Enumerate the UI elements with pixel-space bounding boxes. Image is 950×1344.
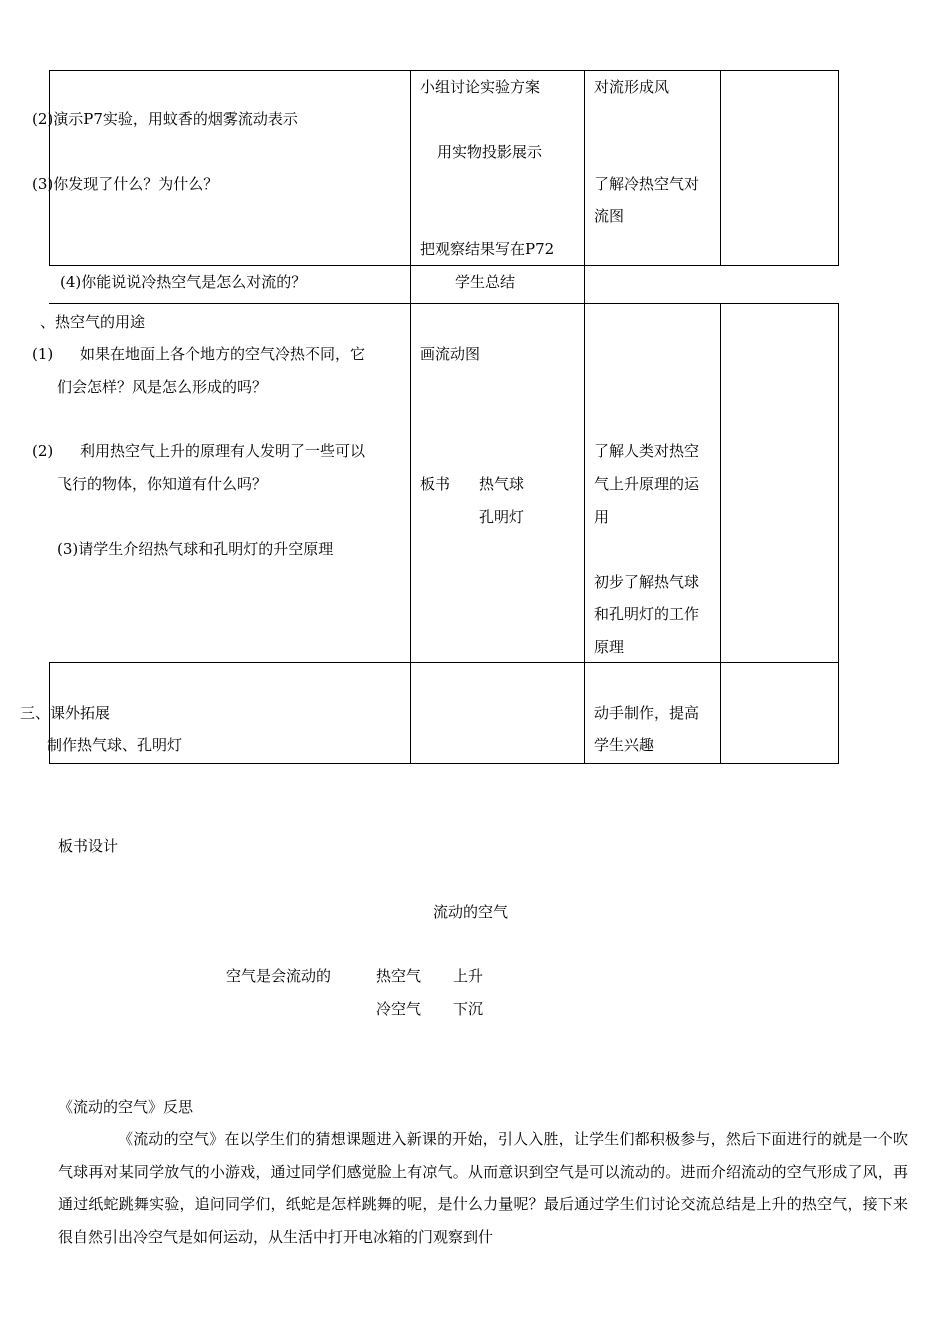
row3-col3-line3: 用: [594, 508, 610, 526]
table-col-divider: [584, 70, 585, 764]
row3-board-item2: 孔明灯: [479, 508, 525, 526]
table-border-left: [49, 70, 50, 266]
row1-col3-line3: 流图: [594, 207, 625, 225]
table-border-right: [838, 303, 839, 764]
row1-col2-line2: 用实物投影展示: [437, 143, 543, 161]
row1-col1-line1: (2)演示P7实验，用蚊香的烟雾流动表示: [32, 110, 298, 128]
row2-col1: (4)你能说说冷热空气是怎么对流的？: [60, 273, 307, 291]
row1-col1-line2: (3)你发现了什么？为什么？: [32, 175, 219, 193]
row3-col2-line1: 画流动图: [420, 345, 481, 363]
board-design-cold: 冷空气: [376, 1000, 422, 1018]
row2-col2: 学生总结: [455, 273, 516, 291]
row4-col3-line2: 学生兴趣: [594, 736, 655, 754]
row1-col3-line1: 对流形成风: [594, 78, 670, 96]
row1-col3-line2: 了解冷热空气对: [594, 175, 700, 193]
board-design-title: 流动的空气: [433, 903, 509, 921]
row3-item2-line1: 利用热空气上升的原理有人发明了一些可以: [80, 442, 366, 460]
table-border-right: [838, 70, 839, 266]
row1-col2-line1: 小组讨论实验方案: [420, 78, 541, 96]
board-design-rise: 上升: [453, 967, 484, 985]
row3-col3-line5: 和孔明灯的工作: [594, 605, 700, 623]
row4-heading: 三、课外拓展: [20, 704, 111, 722]
row3-heading: 、热空气的用途: [40, 313, 146, 331]
row4-line2: 制作热气球、孔明灯: [47, 736, 183, 754]
reflection-title: 《流动的空气》反思: [58, 1098, 194, 1116]
board-design-main: 空气是会流动的: [226, 967, 332, 985]
row3-board-label: 板书: [420, 475, 451, 493]
row3-item1-line2: 们会怎样？风是怎么形成的吗？: [57, 378, 268, 396]
row3-col3-line2: 气上升原理的运: [594, 475, 700, 493]
row3-item2-line2: 飞行的物体，你知道有什么吗？: [57, 475, 268, 493]
row3-col3-line6: 原理: [594, 638, 625, 656]
board-design-hot: 热空气: [376, 967, 422, 985]
table-col-divider: [720, 303, 721, 764]
reflection-body: 《流动的空气》在以学生们的猜想课题进入新课的开始，引人入胜，让学生们都积极参与，然后下面进行的就是一个吹气球再对某同学放气的小游戏，通过同学们感觉脸上有凉气。从而意识到空气是可以流动的。进而介绍流动的空气形成了风，再通过纸蛇跳舞实验，追问同学们，纸蛇是怎样跳舞的呢，是什么力量呢？最后通过学生们讨论交流总结是上升的热空气，接下来很自然引出冷空气是如何运动，从生活中打开电冰箱的门观察到什: [58, 1130, 908, 1246]
row3-item3: (3)请学生介绍热气球和孔明灯的升空原理: [57, 540, 334, 558]
row3-board-item1: 热气球: [479, 475, 525, 493]
row3-item2-num: (2): [32, 442, 54, 460]
row4-col3-line1: 动手制作，提高: [594, 704, 700, 722]
row3-col3-line4: 初步了解热气球: [594, 573, 700, 591]
table-col-divider: [410, 70, 411, 764]
row3-col3-line1: 了解人类对热空: [594, 442, 700, 460]
row3-item1-num: (1): [32, 345, 54, 363]
row3-item1-line1: 如果在地面上各个地方的空气冷热不同，它: [80, 345, 366, 363]
board-design-label: 板书设计: [58, 837, 119, 855]
board-design-sink: 下沉: [453, 1000, 484, 1018]
table-col-divider: [720, 70, 721, 266]
row1-col2-line3: 把观察结果写在P72: [420, 240, 555, 258]
